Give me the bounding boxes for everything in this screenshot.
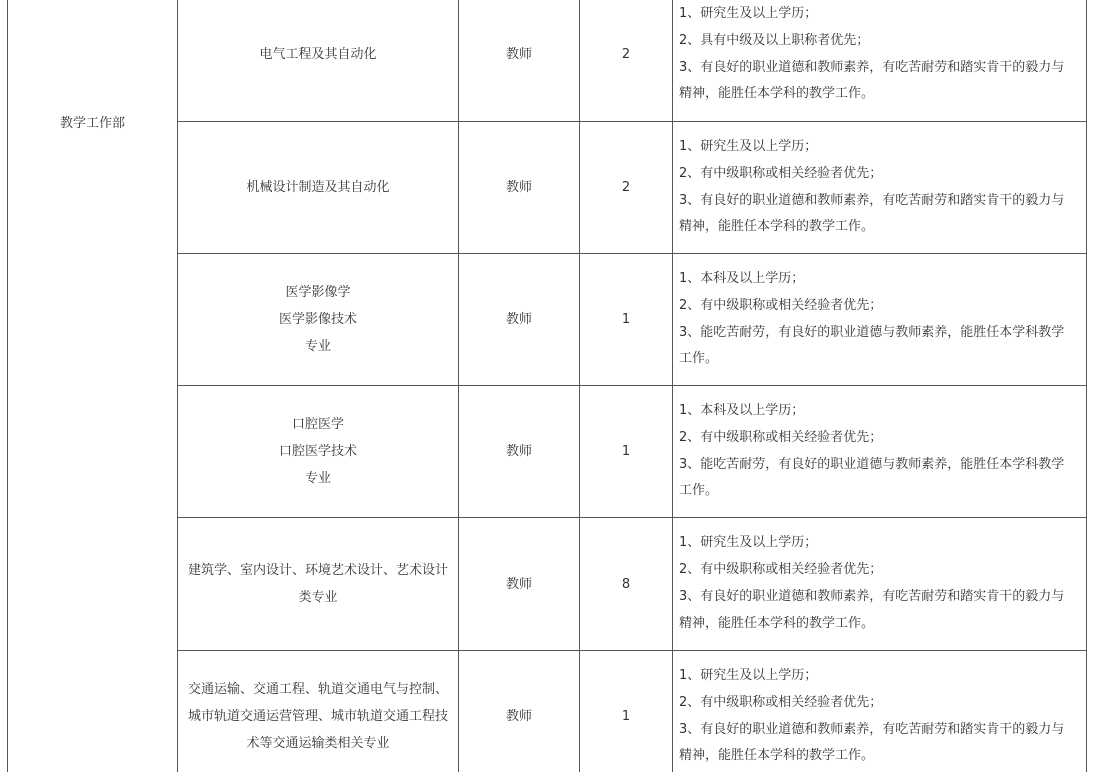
major-line: 建筑学、室内设计、环境艺术设计、艺术设计 bbox=[187, 563, 448, 578]
requirement-line: 精神，能胜任本学科的教学工作。 bbox=[679, 748, 875, 764]
major-cell bbox=[178, 518, 458, 650]
requirement-line: 3、有良好的职业道德和教师素养，有吃苦耐劳和踏实肯干的毅力与 bbox=[679, 721, 1065, 737]
major-line: 交通运输、交通工程、轨道交通电气与控制、 bbox=[187, 682, 448, 697]
requirement-line: 1、本科及以上学历； bbox=[679, 270, 805, 286]
requirement-line: 1、研究生及以上学历； bbox=[679, 667, 818, 683]
requirement-line: 2、有中级职称或相关经验者优先； bbox=[679, 694, 883, 710]
column-divider-count bbox=[672, 0, 673, 772]
major-line: 口腔医学技术 bbox=[278, 444, 357, 459]
department-cell bbox=[8, 110, 177, 136]
position-text: 教师 bbox=[505, 576, 532, 592]
requirement-line: 3、有良好的职业道德和教师素养，有吃苦耐劳和踏实肯干的毅力与 bbox=[679, 59, 1065, 75]
requirement-line: 工作。 bbox=[679, 351, 719, 367]
position-text: 教师 bbox=[505, 312, 532, 327]
major-cell bbox=[178, 122, 458, 253]
major-cell bbox=[178, 0, 458, 108]
requirement-line: 3、有良好的职业道德和教师素养，有吃苦耐劳和踏实肯干的毅力与 bbox=[679, 589, 1065, 604]
requirement-line: 3、能吃苦耐劳，有良好的职业道德与教师素养，能胜任本学科教学 bbox=[679, 456, 1065, 472]
requirement-line: 2、有中级职称或相关经验者优先； bbox=[679, 429, 883, 445]
count-cell bbox=[580, 651, 672, 782]
count-text: 1 bbox=[621, 444, 631, 459]
count-cell bbox=[580, 122, 672, 253]
requirement-line: 2、具有中级及以上职称者优先； bbox=[679, 32, 870, 48]
count-cell bbox=[580, 518, 672, 650]
count-text: 2 bbox=[621, 180, 631, 195]
requirement-line: 2、有中级职称或相关经验者优先； bbox=[679, 165, 883, 181]
requirements-cell bbox=[679, 254, 1085, 385]
position-text: 教师 bbox=[505, 444, 532, 459]
major-line: 医学影像技术 bbox=[278, 312, 357, 327]
count-text: 8 bbox=[621, 576, 631, 592]
major-line: 城市轨道交通运营管理、城市轨道交通工程技 bbox=[187, 709, 448, 724]
requirements-cell bbox=[679, 651, 1085, 782]
table-border-right bbox=[1086, 0, 1087, 772]
requirement-line: 工作。 bbox=[679, 483, 719, 499]
requirement-line: 2、有中级职称或相关经验者优先； bbox=[679, 297, 883, 313]
major-line: 专业 bbox=[304, 471, 331, 486]
count-cell bbox=[580, 386, 672, 517]
count-text: 1 bbox=[621, 709, 631, 724]
major-cell bbox=[178, 254, 458, 385]
position-cell bbox=[459, 651, 579, 782]
count-cell bbox=[580, 0, 672, 108]
position-text: 教师 bbox=[505, 180, 532, 195]
requirement-line: 3、有良好的职业道德和教师素养，有吃苦耐劳和踏实肯干的毅力与 bbox=[679, 192, 1065, 208]
requirement-line: 1、本科及以上学历； bbox=[679, 402, 805, 418]
requirements-cell bbox=[679, 122, 1085, 253]
requirement-line: 精神，能胜任本学科的教学工作。 bbox=[679, 86, 875, 102]
major-cell bbox=[178, 651, 458, 782]
requirement-line: 1、研究生及以上学历； bbox=[679, 138, 818, 154]
count-text: 1 bbox=[621, 312, 631, 327]
position-cell bbox=[459, 518, 579, 650]
department-name: 教学工作部 bbox=[59, 115, 125, 131]
major-line: 专业 bbox=[304, 339, 331, 354]
position-cell bbox=[459, 386, 579, 517]
major-line: 机械设计制造及其自动化 bbox=[246, 180, 390, 195]
position-cell bbox=[459, 0, 579, 108]
position-text: 教师 bbox=[505, 46, 532, 62]
requirement-line: 精神，能胜任本学科的教学工作。 bbox=[679, 219, 875, 235]
count-text: 2 bbox=[621, 46, 631, 62]
major-line: 术等交通运输类相关专业 bbox=[246, 736, 390, 751]
requirement-line: 1、研究生及以上学历； bbox=[679, 535, 818, 551]
requirements-cell bbox=[679, 518, 1085, 650]
requirements-cell bbox=[679, 0, 1085, 121]
requirement-line: 精神，能胜任本学科的教学工作。 bbox=[679, 615, 875, 631]
position-cell bbox=[459, 254, 579, 385]
requirements-cell bbox=[679, 386, 1085, 517]
position-cell bbox=[459, 122, 579, 253]
major-line: 医学影像学 bbox=[285, 285, 351, 300]
major-line: 口腔医学 bbox=[291, 417, 344, 432]
major-line: 电气工程及其自动化 bbox=[259, 46, 377, 62]
requirement-line: 2、有中级职称或相关经验者优先； bbox=[679, 562, 883, 578]
requirement-line: 3、能吃苦耐劳，有良好的职业道德与教师素养，能胜任本学科教学 bbox=[679, 324, 1065, 340]
major-cell bbox=[178, 386, 458, 517]
count-cell bbox=[580, 254, 672, 385]
major-line: 类专业 bbox=[298, 590, 338, 605]
position-text: 教师 bbox=[505, 709, 532, 724]
requirement-line: 1、研究生及以上学历； bbox=[679, 6, 818, 21]
